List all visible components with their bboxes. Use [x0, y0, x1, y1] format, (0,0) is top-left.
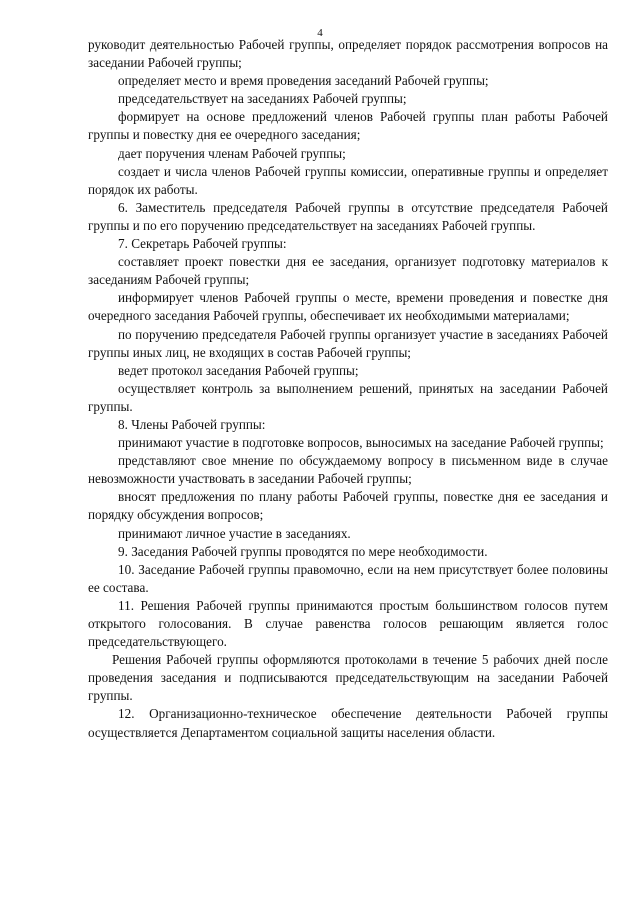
- paragraph-chair-duty-plan: формирует на основе предложений членов Рабочей группы план работы Рабочей группы и повестку дня ее очередного заседания;: [88, 109, 608, 143]
- page-number: 4: [317, 27, 323, 39]
- paragraph-members-proposals: вносят предложения по плану работы Рабочей группы, повестке дня ее заседания и порядку обсуждения вопросов;: [88, 489, 608, 523]
- paragraph-members-opinion: представляют свое мнение по обсуждаемому вопросу в письменном виде в случае невозможности участвовать в заседании Рабочей группы;: [88, 453, 608, 487]
- paragraph-item-9-meetings: 9. Заседания Рабочей группы проводятся по мере необходимости.: [118, 543, 488, 559]
- paragraph-secretary-inform: информирует членов Рабочей группы о месте, времени проведения и повестке дня очередного заседания Рабочей группы, обеспечивает их необходимыми материалами;: [88, 290, 608, 324]
- paragraph-item-6-deputy: 6. Заместитель председателя Рабочей группы в отсутствие председателя Рабочей группы и по его поручению председательствует на заседаниях Рабочей группы.: [88, 199, 608, 233]
- paragraph-secretary-agenda: составляет проект повестки дня ее заседания, организует подготовку материалов к заседаниям Рабочей группы;: [88, 254, 608, 288]
- paragraph-item-8-members: 8. Члены Рабочей группы:: [118, 416, 266, 432]
- paragraph-chair-duty-commissions: создает и числа членов Рабочей группы комиссии, оперативные группы и определяет порядок их работы.: [88, 163, 608, 197]
- document-body: [88, 36, 608, 742]
- paragraph-item-10-quorum: 10. Заседание Рабочей группы правомочно, если на нем присутствует более половины ее состава.: [88, 561, 608, 595]
- paragraph-item-7-secretary: 7. Секретарь Рабочей группы:: [118, 236, 287, 252]
- paragraph-item-12-support: 12. Организационно-техническое обеспечение деятельности Рабочей группы осуществляется Департаментом социальной защиты населения области.: [88, 706, 608, 740]
- paragraph-chair-duty-preside: председательствует на заседаниях Рабочей группы;: [118, 91, 407, 107]
- paragraph-chair-duty-manage: руководит деятельностью Рабочей группы, определяет порядок рассмотрения вопросов на заседании Рабочей группы;: [88, 37, 608, 71]
- paragraph-secretary-control: осуществляет контроль за выполнением решений, принятых на заседании Рабочей группы.: [88, 380, 608, 414]
- paragraph-item-11-decisions: 11. Решения Рабочей группы принимаются простым большинством голосов путем открытого голосования. В случае равенства голосов решающим является голос председательствующего.: [88, 597, 608, 650]
- paragraph-chair-duty-place-time: определяет место и время проведения заседаний Рабочей группы;: [118, 73, 489, 89]
- paragraph-secretary-participation: по поручению председателя Рабочей группы организует участие в заседаниях Рабочей группы иных лиц, не входящих в состав Рабочей группы;: [88, 326, 608, 360]
- paragraph-secretary-minutes: ведет протокол заседания Рабочей группы;: [118, 362, 359, 378]
- paragraph-members-prepare: принимают участие в подготовке вопросов, выносимых на заседание Рабочей группы;: [118, 435, 604, 451]
- paragraph-members-attend: принимают личное участие в заседаниях.: [118, 525, 351, 541]
- paragraph-chair-duty-assign: дает поручения членам Рабочей группы;: [118, 145, 346, 161]
- paragraph-decisions-protocols: Решения Рабочей группы оформляются протоколами в течение 5 рабочих дней после проведения заседания и подписываются председательствующим на заседании Рабочей группы.: [88, 652, 608, 704]
